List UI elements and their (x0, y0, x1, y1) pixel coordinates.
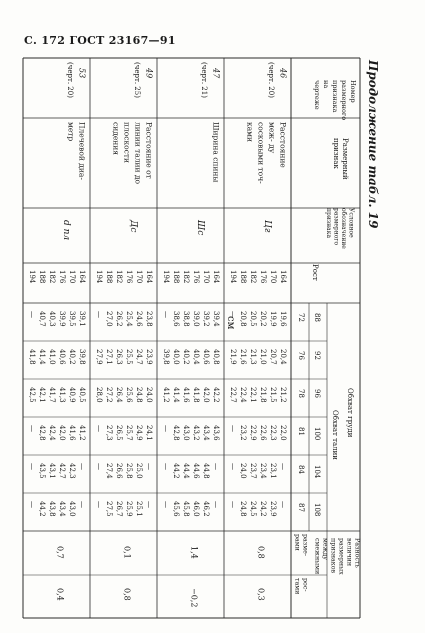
cell-value: 20,4 (279, 349, 287, 365)
cell-value: 42,5 (28, 387, 36, 403)
header-difference: смежными (313, 538, 321, 575)
row-ref: (черт. 21) (200, 62, 208, 98)
cell-value: 39,9 (58, 311, 66, 327)
cell-value: — (145, 501, 153, 508)
cell-value: 21,2 (279, 387, 287, 403)
cell-value: — (95, 463, 103, 470)
cell-value: — (78, 463, 86, 470)
cell-value: 22,4 (239, 387, 247, 403)
header-number: Номер (349, 80, 357, 103)
row-name: метр (66, 122, 76, 142)
cell-value: 39,2 (202, 311, 210, 327)
page-prefix: С. (24, 34, 38, 47)
row-height-value: 194 (162, 270, 170, 284)
header-diff-size: рами (293, 534, 301, 551)
waist-value: 78 (297, 389, 305, 398)
row-ref: (черт. 20) (267, 62, 275, 98)
row-symbol: d пл (61, 220, 71, 241)
row-height-value: 164 (212, 270, 220, 284)
cell-value: 20,2 (259, 311, 267, 327)
row-height-value: 170 (68, 270, 76, 284)
cell-value: 24,0 (239, 463, 247, 479)
cell-value: 43,1 (48, 463, 56, 479)
chest-value: 92 (313, 351, 321, 360)
row-name: линии талии до (133, 122, 143, 185)
cell-value: 26,3 (115, 349, 123, 365)
row-height-value: 182 (182, 270, 190, 284)
cell-value: 43,0 (182, 425, 190, 441)
cell-value: 26,6 (115, 463, 123, 479)
cell-value: 45,8 (182, 501, 190, 517)
cell-value: — (95, 425, 103, 432)
cell-value: 26,7 (115, 501, 123, 517)
cell-value: 40,4 (192, 349, 200, 365)
header-symbol: размерного (332, 208, 340, 246)
cell-value: 20,8 (239, 311, 247, 327)
row-height-value: 182 (249, 270, 257, 284)
cell-value: 19,9 (269, 311, 277, 327)
cell-value: 44,2 (38, 501, 46, 517)
cell-value: 39,0 (192, 311, 200, 327)
cell-value: 27,9 (95, 349, 103, 365)
standard-code: ГОСТ 23167—91 (69, 34, 176, 47)
cell-value: 23,1 (269, 463, 277, 479)
cell-value: 27,1 (105, 349, 113, 365)
cell-value: 21,9 (229, 349, 237, 365)
diff-height-value: 0,3 (256, 588, 266, 601)
cell-value: 43,4 (58, 501, 66, 517)
cell-value: 41,8 (192, 387, 200, 403)
row-height-value: 164 (145, 270, 153, 284)
row-height-value: 176 (58, 270, 66, 284)
cell-value: 26,4 (115, 387, 123, 403)
cell-value: 24,9 (135, 425, 143, 441)
row-number: 49 (144, 68, 154, 79)
cell-value: — (28, 463, 36, 470)
cell-value: — (162, 501, 170, 508)
header-name: признак (332, 138, 340, 169)
row-number: 53 (77, 68, 87, 79)
row-height-value: 170 (269, 270, 277, 284)
cell-value: 22,7 (229, 387, 237, 403)
row-height-value: 164 (78, 270, 86, 284)
cell-value: 23,8 (145, 311, 153, 327)
page-number: 172 (41, 34, 66, 47)
row-height-value: 194 (95, 270, 103, 284)
cell-value: — (229, 501, 237, 508)
cell-value: 41,8 (28, 349, 36, 365)
row-name: меж- ду (267, 122, 277, 154)
row-symbol: Шс (195, 220, 205, 236)
cell-value: 26,2 (115, 311, 123, 327)
cell-value: 41,2 (78, 425, 86, 441)
cell-value: 42,0 (58, 425, 66, 441)
cell-value: — (229, 425, 237, 432)
cell-value: 27,4 (105, 463, 113, 479)
cell-value: 43,4 (202, 425, 210, 441)
cell-value: 24,8 (135, 387, 143, 403)
cell-value: 43,5 (38, 463, 46, 479)
waist-value: 81 (297, 427, 305, 436)
cell-value: 24,5 (249, 501, 257, 517)
cell-value: 24,1 (145, 425, 153, 441)
row-ref: (черт. 25) (133, 62, 141, 98)
cell-value: 25,5 (125, 349, 133, 365)
header-diff-height: тами (293, 578, 301, 595)
cell-value: 21,3 (249, 349, 257, 365)
row-ref: (черт. 20) (66, 62, 74, 98)
header-waist-girth: Обхват талии (331, 410, 339, 460)
cell-value: 41,0 (48, 349, 56, 365)
row-number: 47 (211, 68, 221, 79)
cell-value: 40,0 (172, 349, 180, 365)
row-height-value: 182 (48, 270, 56, 284)
cell-value: 42,4 (48, 425, 56, 441)
cell-value: 25,6 (125, 387, 133, 403)
row-name: Ширина спины (211, 122, 221, 183)
row-height-value: 188 (239, 270, 247, 284)
continuation-caption: Продолжение табл. 19 (366, 60, 380, 229)
row-height-value: 176 (192, 270, 200, 284)
row-name: сидения (111, 122, 121, 155)
cell-value: 44,4 (182, 463, 190, 479)
cell-value: 23,7 (249, 463, 257, 479)
header-difference: Разность (353, 538, 361, 568)
row-height-value: 188 (172, 270, 180, 284)
cell-value: 41,6 (182, 387, 190, 403)
header-chest-girth: Обхват груди (346, 388, 354, 438)
cell-value: 42,8 (38, 425, 46, 441)
waist-value: 84 (297, 465, 305, 474)
cell-value: 42,0 (202, 387, 210, 403)
header-number: на (322, 80, 330, 89)
units-label: см (225, 316, 236, 330)
cell-value: 41,6 (68, 425, 76, 441)
cell-value: — (162, 311, 170, 318)
cell-value: 44,2 (172, 463, 180, 479)
cell-value: — (95, 311, 103, 318)
chest-value: 96 (313, 389, 321, 398)
cell-value: 39,5 (68, 311, 76, 327)
chest-value: 100 (313, 427, 321, 441)
cell-value: — (279, 501, 287, 508)
cell-value: 20,5 (249, 311, 257, 327)
cell-value: 39,1 (78, 311, 86, 327)
waist-value: 87 (297, 503, 305, 512)
row-symbol: Цг (262, 220, 272, 233)
row-height-value: 188 (105, 270, 113, 284)
cell-value: 28,0 (95, 387, 103, 403)
cell-value: 22,6 (259, 425, 267, 441)
row-height-value: 188 (38, 270, 46, 284)
cell-value: 27,3 (105, 425, 113, 441)
header-symbol: признака (325, 208, 332, 239)
row-height-value: 182 (115, 270, 123, 284)
cell-value: 40,6 (202, 349, 210, 365)
cell-value: 40,3 (48, 311, 56, 327)
row-height-value: 164 (279, 270, 287, 284)
row-height-value: 170 (135, 270, 143, 284)
cell-value: 22,0 (279, 425, 287, 441)
cell-value: 40,8 (212, 349, 220, 365)
cell-value: 40,2 (182, 349, 190, 365)
cell-value: 19,6 (279, 311, 287, 327)
row-height-value: 170 (202, 270, 210, 284)
cell-value: — (162, 463, 170, 470)
cell-value: 43,8 (48, 501, 56, 517)
header-number: чертеже (313, 80, 321, 110)
data-table (15, 58, 365, 618)
diff-height-value: 0,4 (55, 588, 65, 601)
diff-size-value: 0,8 (256, 546, 266, 559)
cell-value: 41,4 (172, 387, 180, 403)
diff-size-value: 1,4 (189, 546, 199, 559)
cell-value: 40,9 (68, 387, 76, 403)
cell-value: — (229, 463, 237, 470)
cell-value: 21,0 (259, 349, 267, 365)
header-name: Размерный (341, 138, 349, 180)
cell-value: 40,5 (78, 387, 86, 403)
header-number: размерного (340, 80, 348, 121)
header-diff-size: разме- (301, 534, 309, 556)
cell-value: 46,0 (192, 501, 200, 517)
cell-value: 44,6 (192, 463, 200, 479)
cell-value: 23,2 (239, 425, 247, 441)
cell-value: 22,9 (249, 425, 257, 441)
cell-value: 26,5 (115, 425, 123, 441)
header-diff-height: рос- (301, 578, 309, 592)
header-difference: признаков (329, 538, 337, 574)
header-symbol: обозначение (340, 208, 347, 249)
cell-value: 23,4 (259, 463, 267, 479)
cell-value: 22,1 (249, 387, 257, 403)
cell-value: 38,8 (182, 311, 190, 327)
cell-value: 25,0 (135, 463, 143, 479)
cell-value: 27,2 (105, 387, 113, 403)
cell-value: 41,7 (48, 387, 56, 403)
cell-value: 42,8 (172, 425, 180, 441)
diff-height-value: −0,2 (189, 588, 199, 608)
chest-value: 108 (313, 503, 321, 517)
row-name: Расстояние (278, 122, 288, 168)
cell-value: — (145, 463, 153, 470)
cell-value: 39,8 (78, 349, 86, 365)
chest-value: 104 (313, 465, 321, 479)
diff-size-value: 0,1 (122, 546, 132, 559)
cell-value: 43,2 (192, 425, 200, 441)
cell-value: 25,7 (125, 425, 133, 441)
waist-value: 72 (297, 313, 305, 322)
cell-value: 42,3 (68, 463, 76, 479)
cell-value: 25,9 (125, 501, 133, 517)
waist-value: 76 (297, 351, 305, 360)
cell-value: — (28, 425, 36, 432)
cell-value: 41,2 (162, 387, 170, 403)
cell-value: 21,5 (269, 387, 277, 403)
diff-height-value: 0,8 (122, 588, 132, 601)
cell-value: 25,4 (125, 311, 133, 327)
row-height-value: 176 (125, 270, 133, 284)
cell-value: 23,9 (269, 501, 277, 517)
row-number: 46 (278, 68, 288, 79)
cell-value: — (279, 463, 287, 470)
row-name: плоскости (122, 122, 132, 164)
cell-value: — (229, 311, 237, 318)
header-difference: между (321, 538, 329, 560)
cell-value: 24,0 (145, 387, 153, 403)
cell-value: 25,8 (125, 463, 133, 479)
page-header (24, 34, 176, 47)
cell-value: 46,2 (202, 501, 210, 517)
cell-value: 43,6 (212, 425, 220, 441)
row-name: Расстояние от (144, 122, 154, 179)
cell-value: 41,3 (58, 387, 66, 403)
cell-value: 41,4 (38, 349, 46, 365)
cell-value: 27,0 (105, 311, 113, 327)
cell-value: 24,2 (259, 501, 267, 517)
cell-value: 45,6 (172, 501, 180, 517)
cell-value: 40,7 (38, 311, 46, 327)
diff-size-value: 0,7 (55, 546, 65, 559)
cell-value: 22,3 (269, 425, 277, 441)
cell-value: 24,8 (239, 501, 247, 517)
header-number: признака (331, 80, 339, 113)
cell-value: 24,7 (135, 349, 143, 365)
cell-value: 42,1 (38, 387, 46, 403)
header-difference: величин (345, 538, 353, 567)
cell-value: 24,6 (135, 311, 143, 327)
cell-value: 42,2 (212, 387, 220, 403)
cell-value: 40,2 (68, 349, 76, 365)
cell-value: 40,6 (58, 349, 66, 365)
cell-value: 27,5 (105, 501, 113, 517)
cell-value: — (28, 501, 36, 508)
cell-value: 43,0 (68, 501, 76, 517)
row-symbol: Дс (128, 220, 138, 233)
cell-value: — (78, 501, 86, 508)
header-difference: размерных (337, 538, 345, 575)
cell-value: 42,7 (58, 463, 66, 479)
cell-value: — (95, 501, 103, 508)
cell-value: — (212, 501, 220, 508)
cell-value: 39,4 (212, 311, 220, 327)
cell-value: 39,8 (162, 349, 170, 365)
cell-value: 38,6 (172, 311, 180, 327)
cell-value: 44,8 (202, 463, 210, 479)
chest-value: 88 (313, 313, 321, 322)
cell-value: — (212, 463, 220, 470)
row-height-value: 194 (229, 270, 237, 284)
cell-value: 23,9 (145, 349, 153, 365)
cell-value: 25,1 (135, 501, 143, 517)
row-name: ками (245, 122, 255, 142)
row-name: Плечевой диа- (77, 122, 87, 180)
cell-value: 21,8 (259, 387, 267, 403)
row-height-value: 194 (28, 270, 36, 284)
row-name: сосковыми точ- (256, 122, 266, 184)
cell-value: — (162, 425, 170, 432)
cell-value: — (28, 311, 36, 318)
header-height: Рост (311, 264, 319, 281)
header-symbol: Условное (347, 208, 355, 238)
cell-value: 20,7 (269, 349, 277, 365)
cell-value: 21,6 (239, 349, 247, 365)
row-height-value: 176 (259, 270, 267, 284)
